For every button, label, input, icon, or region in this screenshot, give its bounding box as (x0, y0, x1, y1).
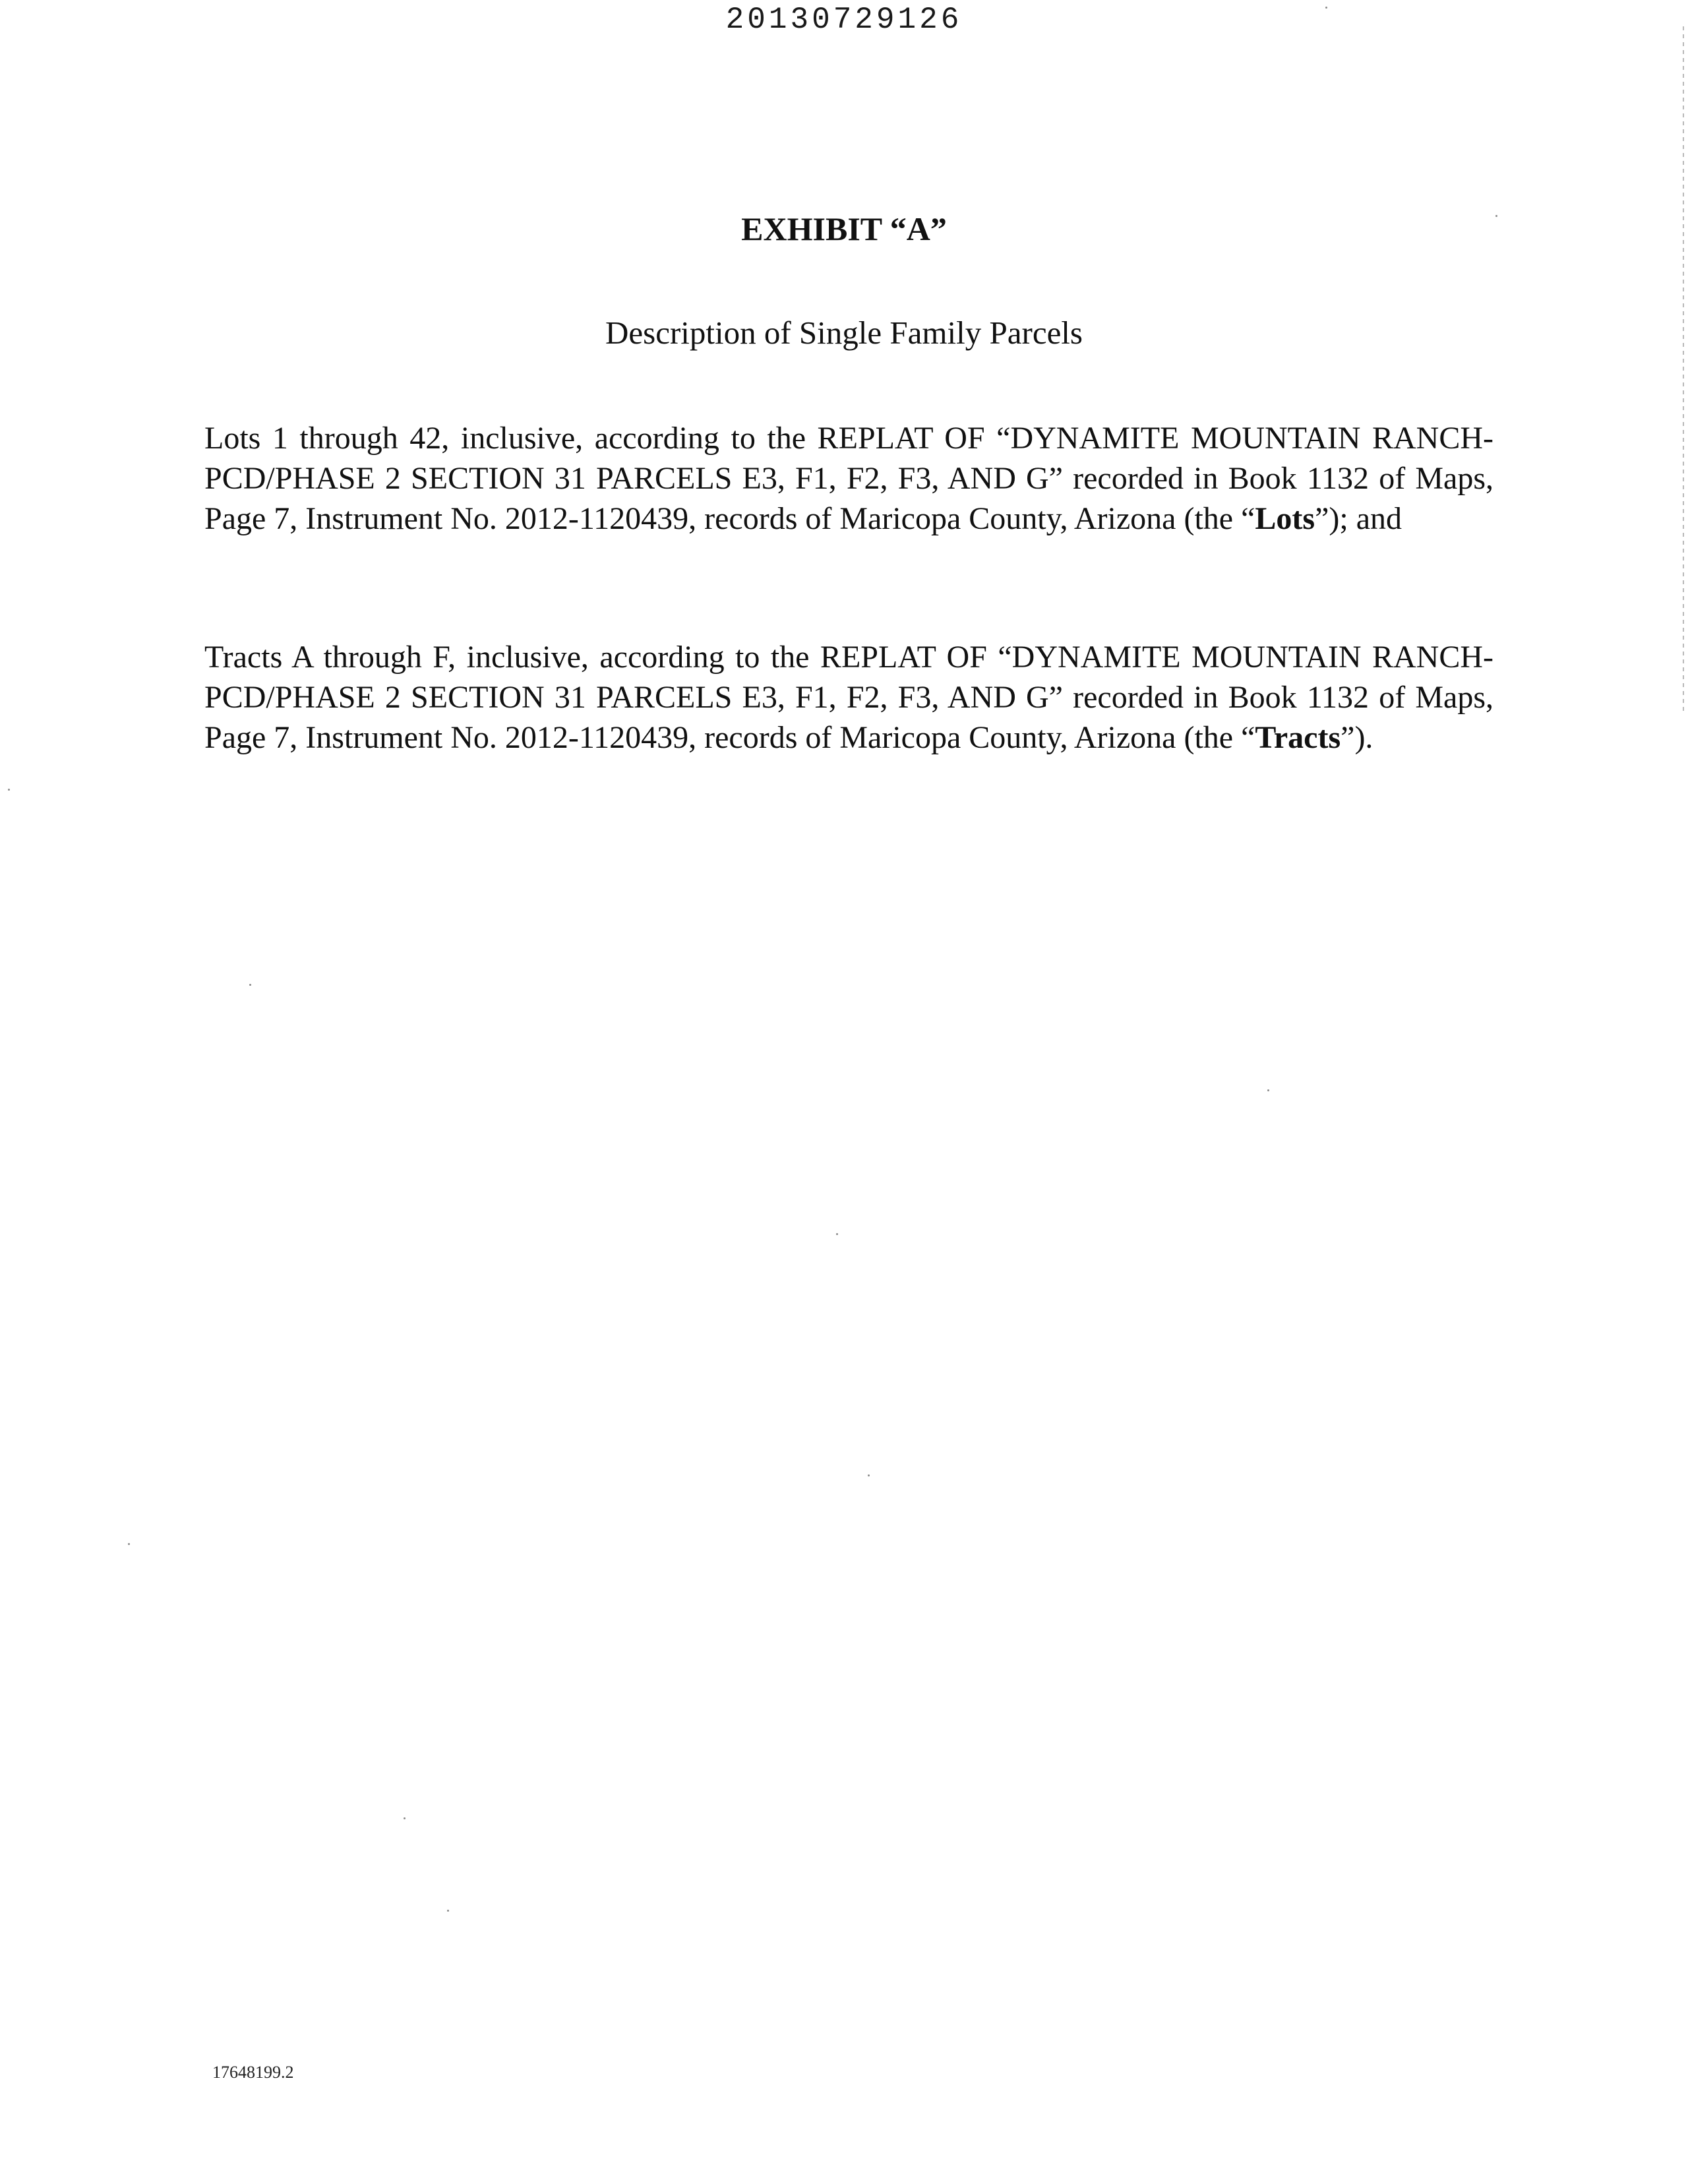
scan-speck (8, 789, 10, 791)
exhibit-title: EXHIBIT “A” (741, 210, 947, 247)
lots-text-before: Lots 1 through 42, inclusive, according to the REPLAT OF “DYNAMITE MOUNTAIN RANCH-PCD/PHASE 2 SECTION 31 PARCELS E3, F1, F2, F3, AND G” recorded in Book 1132 of Maps, Page 7, Instrument No. 2012-1120439, records of Maricopa County, Arizona (the “ (204, 421, 1493, 536)
scan-speck (447, 1910, 449, 1912)
tracts-defined-term: Tracts (1255, 720, 1341, 755)
scan-speck (404, 1817, 406, 1819)
exhibit-subtitle: Description of Single Family Parcels (605, 315, 1083, 351)
lots-text-after: ”); and (1315, 501, 1402, 536)
lots-defined-term: Lots (1255, 501, 1315, 536)
scan-speck (836, 1233, 838, 1235)
tracts-text-after: ”). (1341, 720, 1373, 755)
scan-edge-artifact (1683, 26, 1684, 712)
scan-speck (868, 1474, 870, 1476)
document-id: 17648199.2 (212, 2063, 294, 2082)
scan-speck (1495, 215, 1497, 217)
scan-speck (249, 984, 251, 986)
recording-number: 20130729126 (725, 3, 963, 37)
tracts-description-paragraph (204, 637, 1493, 758)
lots-description-paragraph (204, 418, 1493, 539)
tracts-text-before: Tracts A through F, inclusive, according to the REPLAT OF “DYNAMITE MOUNTAIN RANCH-PCD/PHASE 2 SECTION 31 PARCELS E3, F1, F2, F3, AND G” recorded in Book 1132 of Maps, Page 7, Instrument No. 2012-1120439, records of Maricopa County, Arizona (the “ (204, 640, 1493, 755)
scan-speck (1267, 1089, 1269, 1091)
scan-speck (1325, 7, 1327, 9)
scan-speck (128, 1543, 130, 1545)
